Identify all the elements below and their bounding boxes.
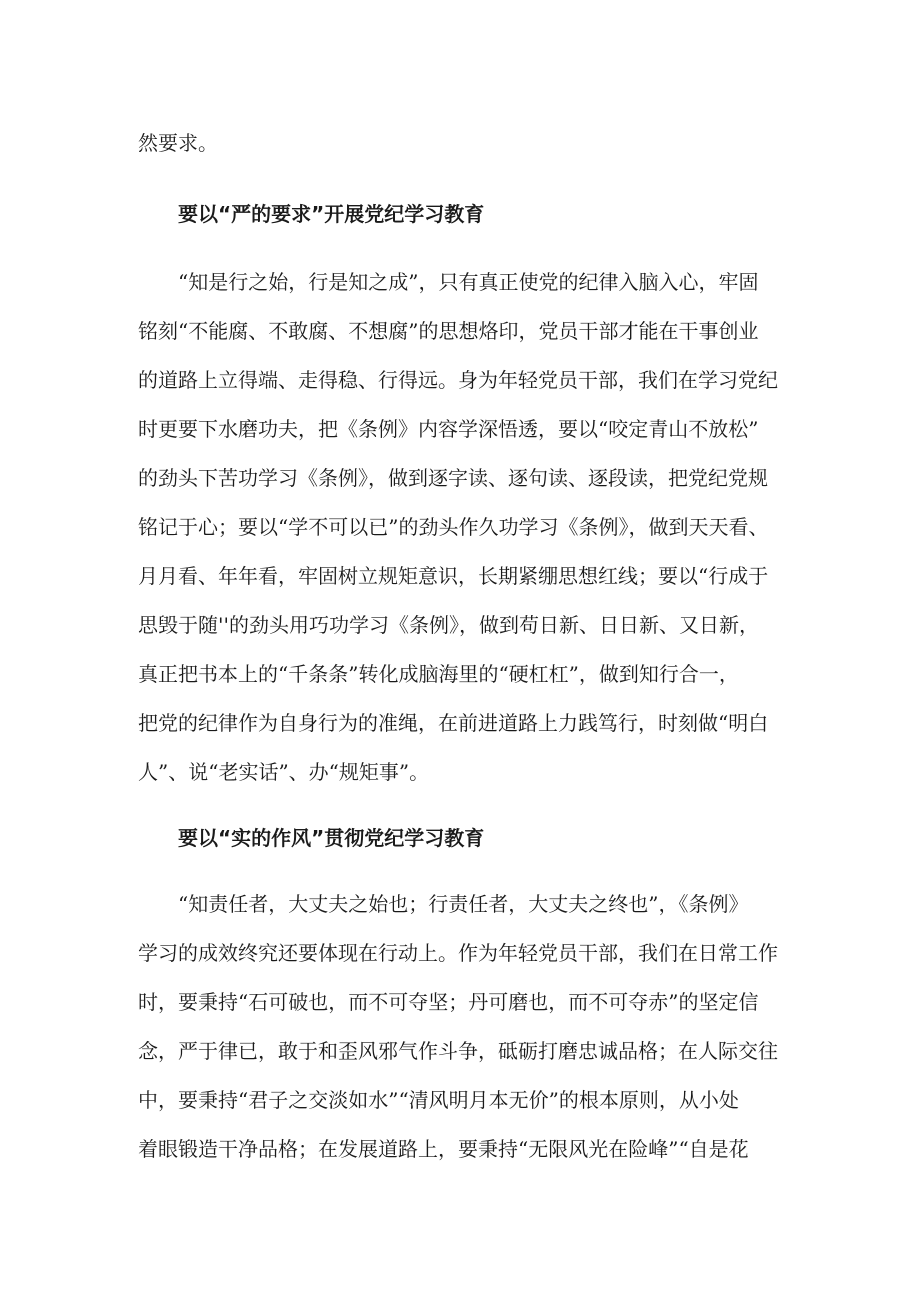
paragraph-line: 时，要秉持“石可破也，而不可夺坚；丹可磨也，而不可夺赤”的坚定信: [138, 990, 759, 1014]
section-heading-strict-requirements: 要以“严的要求”开展党纪学习教育: [178, 202, 485, 226]
paragraph-line: 把党的纪律作为自身行为的准绳，在前进道路上力践笃行，时刻做“明白: [138, 711, 769, 735]
paragraph-line: 铭刻“不能腐、不敢腐、不想腐”的思想烙印，党员干部才能在干事创业: [138, 319, 759, 343]
section-heading-practical-style: 要以“实的作风”贯彻党纪学习教育: [178, 826, 485, 850]
paragraph-line: “知是行之始，行是知之成”，只有真正使党的纪律入脑入心，牢固: [178, 270, 759, 294]
paragraph-line: 着眼锻造干净品格；在发展道路上，要秉持“无限风光在险峰”“自是花: [138, 1137, 749, 1161]
paragraph-line: 思毁于随''的劲头用巧功学习《条例》，做到苟日新、日日新、又日新，: [138, 613, 759, 637]
paragraph-line: 的道路上立得端、走得稳、行得远。身为年轻党员干部，我们在学习党纪: [138, 368, 778, 392]
paragraph-line: 时更要下水磨功夫，把《条例》内容学深悟透，要以“咬定青山不放松”: [138, 417, 759, 441]
intro-tail-text: 然要求。: [138, 131, 218, 155]
paragraph-line: “知责任者，大丈夫之始也；行责任者，大丈夫之终也”，《条例》: [178, 892, 749, 916]
paragraph-line: 铭记于心；要以“学不可以已”的劲头作久功学习《条例》，做到天天看、: [138, 515, 769, 539]
paragraph-line: 学习的成效终究还要体现在行动上。作为年轻党员干部，我们在日常工作: [138, 941, 778, 965]
paragraph-line: 中，要秉持“君子之交淡如水”“清风明月本无价”的根本原则，从小处: [138, 1088, 739, 1112]
paragraph-line: 真正把书本上的“千条条”转化成脑海里的“硬杠杠”，做到知行合一，: [138, 662, 739, 686]
paragraph-line: 的劲头下苦功学习《条例》，做到逐字读、逐句读、逐段读，把党纪党规: [138, 466, 768, 490]
paragraph-line: 念，严于律已，敢于和歪风邪气作斗争，砥砺打磨忠诚品格；在人际交往: [138, 1039, 778, 1063]
paragraph-line: 人”、说“老实话”、办“规矩事”。: [138, 760, 430, 784]
paragraph-line: 月月看、年年看，牢固树立规矩意识，长期紧绷思想红线；要以“行成于: [138, 564, 769, 588]
